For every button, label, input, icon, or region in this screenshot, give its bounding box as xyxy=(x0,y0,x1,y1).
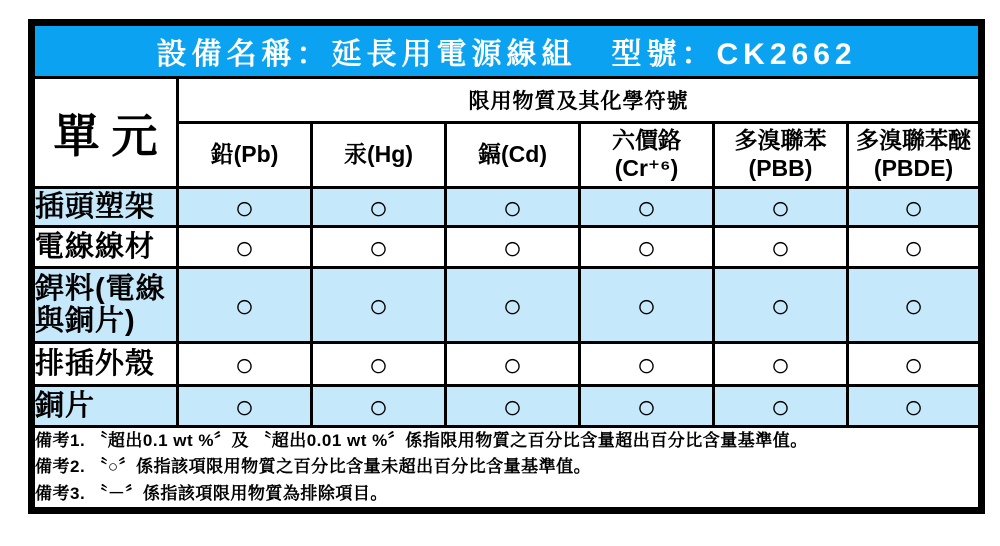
compliance-mark: ○ xyxy=(312,227,446,268)
substance-name: 鉛(Pb) xyxy=(210,141,279,168)
substance-symbol: (PBDE) xyxy=(873,155,954,181)
compliance-mark: ○ xyxy=(178,386,312,427)
compliance-mark: ○ xyxy=(580,188,714,227)
substance-header-pbb xyxy=(714,123,848,188)
compliance-mark: ○ xyxy=(312,386,446,427)
substance-name: 六價鉻 xyxy=(612,127,681,154)
compliance-mark: ○ xyxy=(178,188,312,227)
compliance-mark: ○ xyxy=(446,188,580,227)
compliance-mark: ○ xyxy=(714,268,848,343)
substance-header-cr6 xyxy=(580,123,714,188)
group-header-row xyxy=(32,78,982,123)
substance-symbol: (PBB) xyxy=(748,155,813,181)
substance-header-pb xyxy=(178,123,312,188)
substance-symbol: (Cr⁺⁶) xyxy=(614,155,679,181)
table-row-strip-housing xyxy=(32,343,982,386)
substance-name: 多溴聯苯 xyxy=(734,127,827,154)
page-title: 設備名稱：延長用電源線組 型號：CK2662 xyxy=(32,23,982,78)
compliance-mark: ○ xyxy=(312,188,446,227)
note-3: 備考3. 〝－〞係指該項限用物質為排除項目。 xyxy=(35,483,388,503)
unit-column-header: 單元 xyxy=(32,78,178,188)
compliance-mark: ○ xyxy=(848,188,982,227)
compliance-mark: ○ xyxy=(848,227,982,268)
compliance-mark: ○ xyxy=(312,268,446,343)
notes-row xyxy=(32,427,982,511)
compliance-mark: ○ xyxy=(178,227,312,268)
row-label: 銲料(電線與銅片) xyxy=(32,268,178,343)
compliance-mark: ○ xyxy=(312,343,446,386)
note-2: 備考2. 〝○〞係指該項限用物質之百分比含量未超出百分比含量基準值。 xyxy=(35,457,592,477)
compliance-mark: ○ xyxy=(580,386,714,427)
substance-name: 汞(Hg) xyxy=(344,141,413,168)
substance-name: 鎘(Cd) xyxy=(478,141,547,168)
compliance-mark: ○ xyxy=(714,386,848,427)
row-label: 排插外殼 xyxy=(32,343,178,386)
substance-header-pbde xyxy=(848,123,982,188)
compliance-mark: ○ xyxy=(446,227,580,268)
rohs-table xyxy=(28,19,985,514)
compliance-mark: ○ xyxy=(714,188,848,227)
substance-header-cd xyxy=(446,123,580,188)
compliance-mark: ○ xyxy=(178,343,312,386)
note-1: 備考1. 〝超出0.1 wt %〞及 〝超出0.01 wt %〞係指限用物質之百分比含量超出百分比含量基準值。 xyxy=(35,431,808,450)
row-label: 電線線材 xyxy=(32,227,178,268)
compliance-mark: ○ xyxy=(848,386,982,427)
compliance-mark: ○ xyxy=(446,343,580,386)
compliance-mark: ○ xyxy=(446,268,580,343)
table-row-plug-frame xyxy=(32,188,982,227)
compliance-mark: ○ xyxy=(714,343,848,386)
compliance-mark: ○ xyxy=(848,343,982,386)
compliance-mark: ○ xyxy=(580,343,714,386)
table-row-copper-sheet xyxy=(32,386,982,427)
row-label: 銅片 xyxy=(32,386,178,427)
title-row xyxy=(32,23,982,78)
compliance-mark: ○ xyxy=(178,268,312,343)
table-row-wire xyxy=(32,227,982,268)
table-row-solder xyxy=(32,268,982,343)
row-label: 插頭塑架 xyxy=(32,188,178,227)
compliance-mark: ○ xyxy=(848,268,982,343)
substances-group-header: 限用物質及其化學符號 xyxy=(178,78,982,123)
compliance-mark: ○ xyxy=(580,227,714,268)
notes-block xyxy=(32,427,982,511)
substance-header-hg xyxy=(312,123,446,188)
compliance-mark: ○ xyxy=(580,268,714,343)
compliance-mark: ○ xyxy=(446,386,580,427)
compliance-mark: ○ xyxy=(714,227,848,268)
substance-name: 多溴聯苯醚 xyxy=(856,127,972,154)
